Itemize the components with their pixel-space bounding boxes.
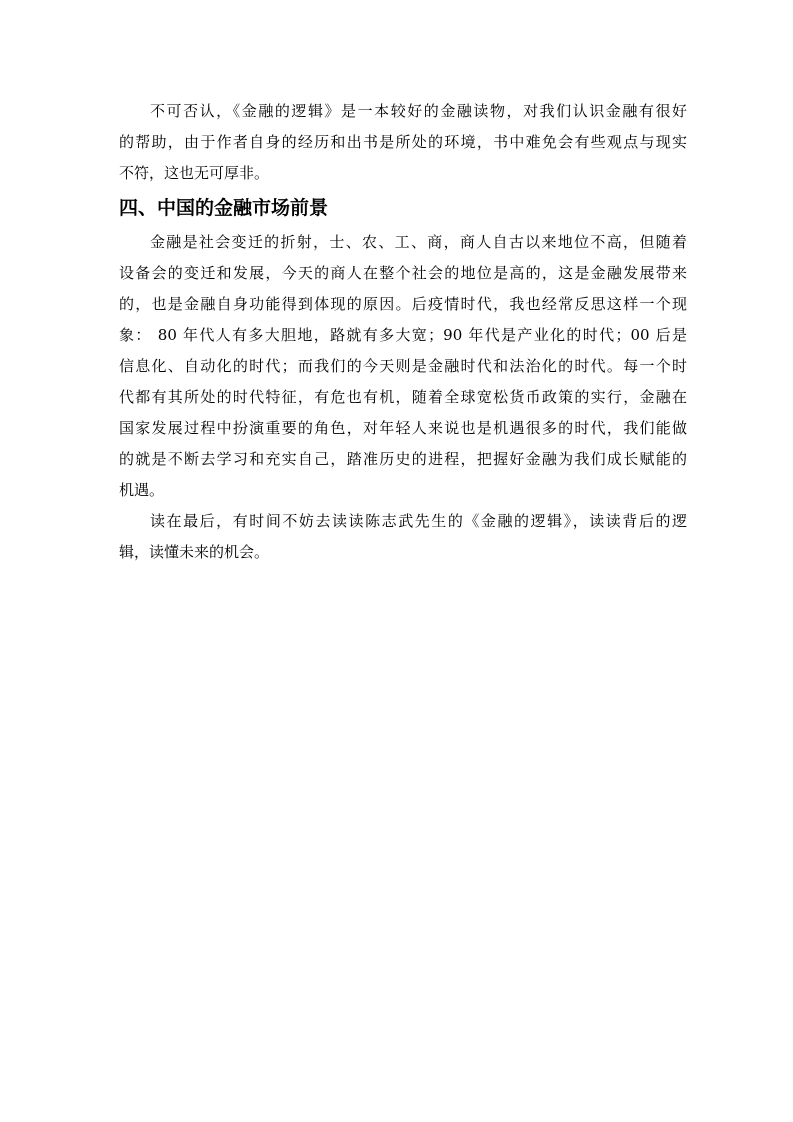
text-line: 代都有其所处的时代特征，有危也有机，随着全球宽松货币政策的实行，金融在: [119, 388, 687, 406]
text-line: 不符，这也无可厚非。: [119, 164, 270, 182]
paragraph-conclusion-remark: [119, 96, 687, 189]
section-heading: 四、中国的金融市场前景: [119, 197, 329, 219]
text-line: 不可否认，《金融的逻辑》是一本较好的金融读物，对我们认识金融有很好: [150, 102, 687, 120]
text-line: 金融是社会变迁的折射，士、农、工、商，商人自古以来地位不高，但随着: [150, 233, 687, 251]
text-line: 机遇。: [119, 481, 165, 499]
text-line: 辑，读懂未来的机会。: [119, 543, 270, 561]
text-line: 信息化、自动化的时代；而我们的今天则是金融时代和法治化的时代。每一个时: [119, 357, 687, 375]
text-line: 的就是不断去学习和充实自己，踏准历史的进程，把握好金融为我们成长赋能的: [119, 450, 687, 468]
paragraph-closing: [119, 506, 687, 568]
text-line: 的帮助，由于作者自身的经历和出书是所处的环境，书中难免会有些观点与现实: [119, 133, 687, 151]
text-line: 设备会的变迁和发展，今天的商人在整个社会的地位是高的，这是金融发展带来: [119, 264, 687, 282]
document-body: [119, 96, 687, 568]
text-line: 的，也是金融自身功能得到体现的原因。后疫情时代，我也经常反思这样一个现: [119, 295, 687, 313]
text-line: 国家发展过程中扮演重要的角色，对年轻人来说也是机遇很多的时代，我们能做: [119, 419, 687, 437]
text-line: 象： 80 年代人有多大胆地，路就有多大宽；90 年代是产业化的时代；00 后是: [119, 326, 687, 344]
text-line: 读在最后，有时间不妨去读读陈志武先生的《金融的逻辑》，读读背后的逻: [150, 512, 687, 530]
paragraph-market-outlook: [119, 227, 687, 506]
